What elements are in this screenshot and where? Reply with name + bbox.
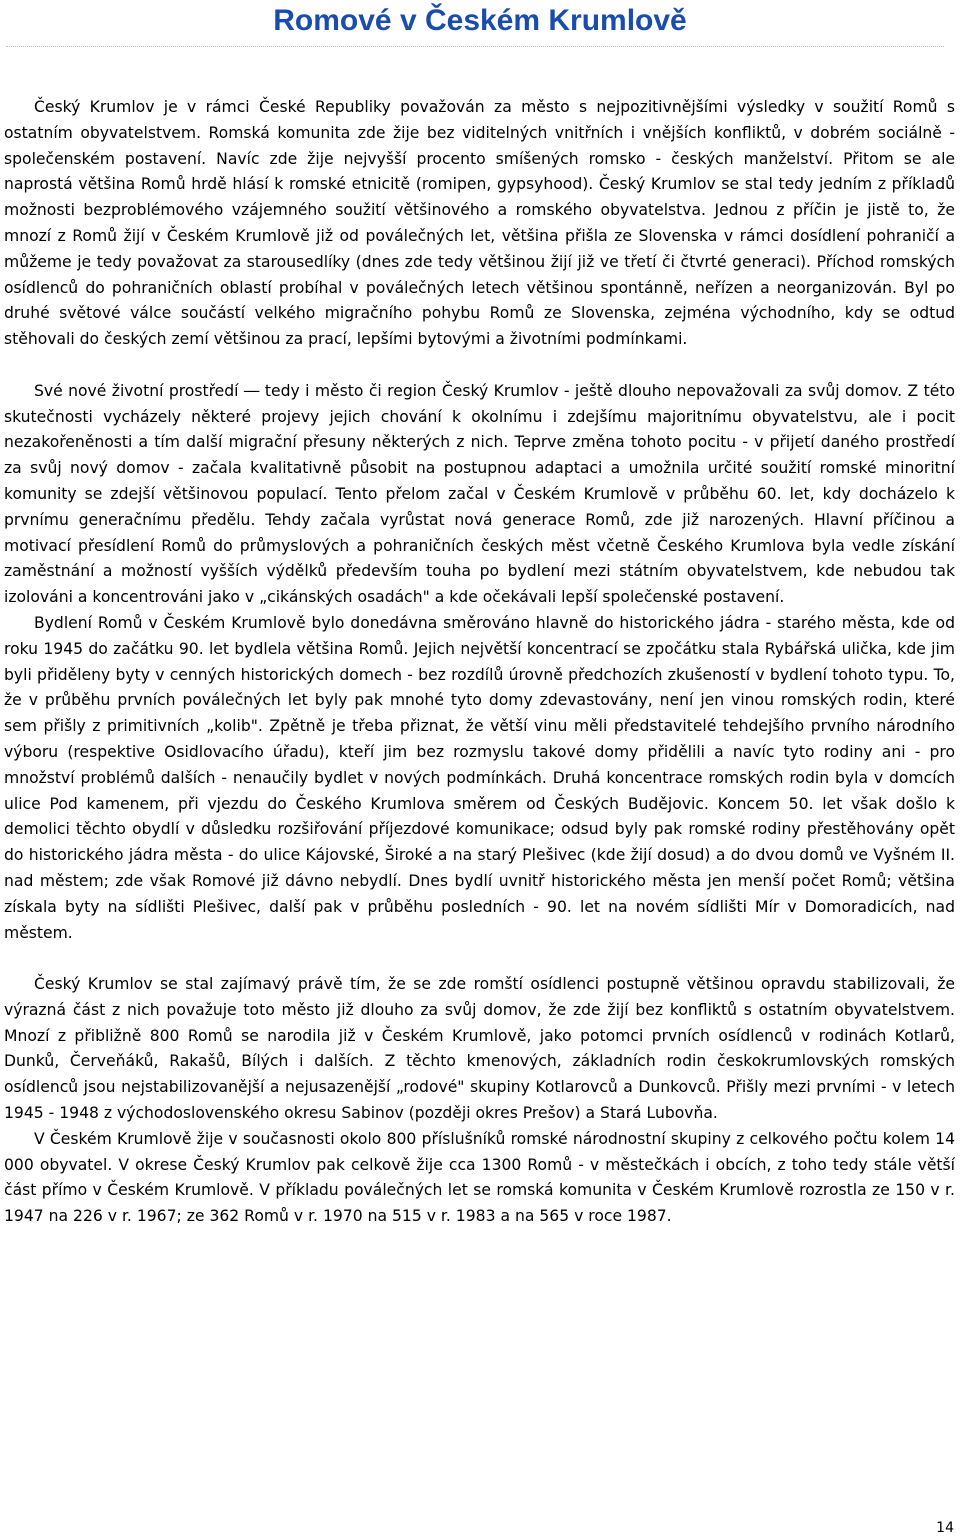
paragraph-gap <box>4 946 955 972</box>
sentence: V okrese Český Krumlov pak celkově žije cca 1300 Romů - v městečkách i obcích, z toho tedy stále větší část přímo v Českém Krumlově. <box>4 1155 956 1200</box>
sentence: Druhá koncentrace romských rodin byla v domcích ulice Pod kamenem, při vjezdu do Českého Krumlova směrem od Českých Budějovic. <box>4 768 955 813</box>
sentence: Bydlení Romů v Českém Krumlově bylo donedávna směrováno hlavně do historického jádra - starého města, kde od roku 1945 do začátku 90. let bydlela většina Romů. <box>4 613 955 658</box>
paragraph-1 <box>4 95 955 353</box>
paragraph-4 <box>4 972 955 1127</box>
sentence: To, že v průběhu prvních poválečných let byly pak mnohé tyto domy zdevastovány, není jen vinou romských rodin, které sem přišly z primitivních „kolib". <box>4 665 955 736</box>
paragraph-gap <box>4 353 955 379</box>
paragraph-3 <box>4 611 955 946</box>
page-number: 14 <box>936 1520 954 1536</box>
sentence: Byl po druhé světové válce součástí velkého migračního pohybu Romů ze Slovenska, zejména východního, kdy se odtud stěhovali do českých zemí většinou za prací, lepšími bytovými a životními podmínkami. <box>4 278 955 349</box>
sentence: Zpětně je třeba přiznat, že větší vinu měli představitelé tehdejšího prvního národního výboru (respektive Osidlovacího úřadu), kteří jim bez rozmyslu takové domy přidělili a navíc tyto rodiny ani - pro množství problémů dalších - nenaučily bydlet v nových podmínkách. <box>4 717 955 787</box>
sentence: Dnes bydlí uvnitř historického města jen menší počet Romů; většina získala byty na sídlišti Plešivec, další pak v průběhu posledních - 90. let na novém sídlišti Mír v Domoradicích, nad městem. <box>4 871 955 942</box>
sentence: Český Krumlov se stal zajímavý právě tím, že se zde romští osídlenci postupně většinou opravdu stabilizovali, že výrazná část z nich považuje toto město již dlouho za svůj domov, že zde žijí bez konfliktů s ostatním obyvatelstvem. <box>4 975 955 1019</box>
sentence: Jednou z příčin je jistě to, že mnozí z Romů žijí v Českém Krumlově již od poválečných let, většina přišla ze Slovenska v rámci dosídlení pohraničí a můžeme je tedy považovat za starousedlíky (dnes zde tedy většinou žijí již ve třetí či čtvrté generaci). <box>4 201 955 271</box>
sentence: V Českém Krumlově žije v současnosti okolo 800 příslušníků romské národnostní skupiny z celkového počtu kolem 14 000 obyvatel. <box>4 1129 955 1174</box>
page-title: Romové v Českém Krumlově <box>273 4 687 37</box>
sentence: Jejich největší koncentrací se zpočátku stala Rybářská ulička, kde jim byli přiděleny byty v cenných historických domech - bez rozdílů úrovně předchozích zkušeností v bydlení tohoto typu. <box>4 639 955 684</box>
sentence: Teprve změna tohoto pocitu - v přijetí daného prostředí za svůj nový domov - začala kvalitativně působit na postupnou adaptaci a umožnila určité soužití romské minoritní komunity se zdejší většinovou populací. <box>4 433 955 503</box>
sentence: Z těchto kmenových, základních rodin českokrumlovských romských osídlenců jsou nejstabilizovanější a nejusazenější „rodové" skupiny Kotlarovců a Dunkovců. <box>4 1052 956 1097</box>
sentence: Romská komunita zde žije bez viditelných vnitřních i vnějších konfliktů, v dobrém sociálně - společenském postavení. <box>4 123 955 168</box>
article-body <box>4 95 955 1230</box>
sentence: Navíc zde žije nejvyšší procento smíšených romsko - českých manželství. <box>216 149 834 168</box>
title-divider <box>6 46 944 47</box>
paragraph-2 <box>4 379 955 611</box>
sentence: Přišly mezi prvními - v letech 1945 - 1948 z východoslovenského okresu Sabinov (později okres Prešov) a Stará Lubovňa. <box>4 1078 955 1123</box>
sentence: Hlavní příčinou a motivací přesídlení Romů do průmyslových a pohraničních českých měst včetně Českého Krumlova byla vedle získání zaměstnání a možností vyšších výdělků především touha po bydlení mezi státním obyvatelstvem, kde nebudou tak izolováni a koncentrováni jako v „cikánských osadách" a kde očekávali lepší společenské postavení. <box>4 510 955 607</box>
sentence: V příkladu poválečných let se romská komunita v Českém Krumlově rozrostla ze 150 v r. 1947 na 226 v r. 1967; ze 362 Romů v r. 1970 na 515 v r. 1983 a na 565 v roce 1987. <box>4 1181 955 1226</box>
sentence: Tehdy začala vyrůstat nová generace Romů, zde již narozených. <box>265 510 805 529</box>
sentence: Příchod romských osídlenců do pohraničních oblastí probíhal v poválečných letech většinou spontánně, neřízen a neorganizován. <box>4 252 955 297</box>
sentence: Mnozí z přibližně 800 Romů se narodila již v Českém Krumlově, jako potomci prvních osídlenců v rodinách Kotlarů, Dunků, Červeňáků, Rakašů, Bílých i dalších. <box>4 1026 955 1071</box>
sentence: Koncem 50. let však došlo k demolici těchto obydlí v důsledku rozšiřování příjezdové komunikace; odsud byly pak romské rodiny přestěhovány opět do historického jádra města - do ulice Kájovské, Široké a na starý Plešivec (kde žijí dosud) a do dvou domů ve Vyšném II. nad městem; zde však Romové již dávno nebydlí. <box>4 794 955 890</box>
sentence: Své nové životní prostředí ― tedy i město či region Český Krumlov - ještě dlouho nepovažovali za svůj domov. <box>34 381 903 400</box>
sentence: Přitom se ale naprostá většina Romů hrdě hlásí k romské etnicitě (romipen, gypsyhood). <box>4 149 955 194</box>
sentence: Český Krumlov se stal tedy jedním z příkladů možnosti bezproblémového vzájemného soužití většinového a romského obyvatelstva. <box>4 175 955 220</box>
sentence: Tento přelom začal v Českém Krumlově v průběhu 60. let, kdy docházelo k prvnímu generačnímu předělu. <box>4 484 955 529</box>
sentence: Z této skutečnosti vycházely některé projevy jejich chování k okolnímu i zdejšímu majoritnímu obyvatelstvu, ale i pocit nezakořeněnosti a tím další migrační přesuny některých z nich. <box>4 381 955 452</box>
sentence: Český Krumlov je v rámci České Republiky považován za město s nejpozitivnějšími výsledky v soužití Romů s ostatním obyvatelstvem. <box>4 98 955 142</box>
paragraph-5 <box>4 1127 955 1230</box>
